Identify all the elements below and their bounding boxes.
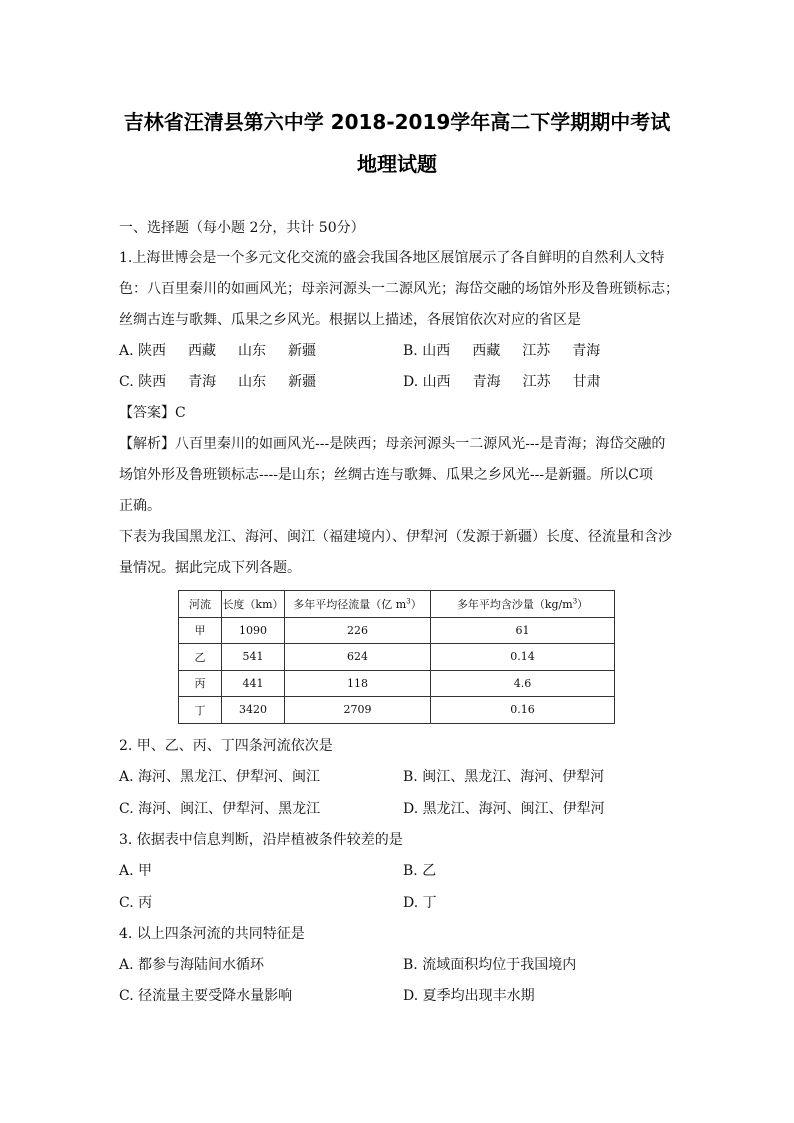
- q4-stem: 4. 以上四条河流的共同特征是: [119, 926, 305, 942]
- q1-option-b: [403, 341, 600, 361]
- q1-answer: 【答案】C: [119, 405, 186, 421]
- q1-option-b-part: 青海: [572, 343, 601, 359]
- q4-option-c: C. 径流量主要受降水量影响: [119, 988, 293, 1004]
- q1-option-d: [403, 372, 601, 392]
- q3-stem: 3. 依据表中信息判断，沿岸植被条件较差的是: [119, 832, 403, 848]
- table-row: [179, 697, 615, 724]
- river-data-table: [178, 590, 615, 724]
- table-cell: 4.6: [431, 670, 615, 697]
- q1-stem-line2: 色：八百里秦川的如画风光；母亲河源头一二源风光；海岱交融的场馆外形及鲁班锁标志；: [119, 281, 679, 297]
- q1-analysis-line3: 正确。: [119, 498, 161, 514]
- q2-option-d: D. 黑龙江、海河、闽江、伊犁河: [403, 801, 605, 817]
- q1-stem-line3: 丝绸古连与歌舞、瓜果之乡风光。根据以上描述，各展馆依次对应的省区是: [119, 312, 581, 328]
- table-cell: 226: [285, 617, 431, 644]
- header-runoff-exp: 3: [406, 597, 411, 606]
- q3-option-d: D. 丁: [403, 895, 437, 911]
- header-river: 河流: [179, 591, 222, 618]
- q1-option-d-part: 甘肃: [572, 374, 601, 390]
- header-runoff: [285, 591, 431, 618]
- header-runoff-close: ）: [410, 597, 422, 611]
- q3-option-a: A. 甲: [119, 863, 153, 879]
- table-row: [179, 644, 615, 671]
- doc-title-line2: 地理试题: [357, 152, 437, 176]
- header-length: 长度（km）: [222, 591, 285, 618]
- q1-option-b-part: B. 山西: [403, 343, 451, 359]
- header-sediment-close: ）: [577, 597, 589, 611]
- intro-line1: 下表为我国黑龙江、海河、闽江（福建境内）、伊犁河（发源于新疆）长度、径流量和含沙: [119, 529, 672, 545]
- q3-option-c: C. 丙: [119, 895, 153, 911]
- q1-option-c-part: 青海: [188, 374, 217, 390]
- q4-option-b: B. 流域面积均位于我国境内: [403, 957, 577, 973]
- table-cell: 118: [285, 670, 431, 697]
- header-runoff-text: 多年平均径流量（亿 m: [293, 597, 407, 611]
- q1-option-b-part: 江苏: [522, 343, 551, 359]
- table-cell: 丙: [179, 670, 222, 697]
- q1-option-c-part: 新疆: [288, 374, 317, 390]
- table-cell: 甲: [179, 617, 222, 644]
- header-sediment-text: 多年平均含沙量（kg/m: [456, 597, 573, 611]
- q2-stem: 2. 甲、乙、丙、丁四条河流依次是: [119, 738, 333, 754]
- q1-stem-line1: 1.上海世博会是一个多元文化交流的盛会我国各地区展馆展示了各自鲜明的自然利人文特: [119, 250, 665, 266]
- q1-option-d-part: D. 山西: [403, 374, 451, 390]
- header-sediment-exp: 3: [572, 597, 578, 606]
- q1-option-c-part: 山东: [238, 374, 267, 390]
- q4-option-a: A. 都参与海陆间水循环: [119, 957, 265, 973]
- q1-option-a-part: 新疆: [288, 343, 317, 359]
- q1-option-d-part: 江苏: [522, 374, 551, 390]
- q1-option-a: [119, 341, 316, 361]
- table-cell: 441: [222, 670, 285, 697]
- q2-option-a: A. 海河、黑龙江、伊犁河、闽江: [119, 769, 321, 785]
- q1-analysis-line1: 【解析】八百里秦川的如画风光---是陕西；母亲河源头一二源风光---是青海；海岱交融的: [119, 436, 666, 452]
- table-cell: 1090: [222, 617, 285, 644]
- table-cell: 0.16: [431, 697, 615, 724]
- q1-option-a-part: 西藏: [188, 343, 217, 359]
- q2-option-c: C. 海河、闽江、伊犁河、黑龙江: [119, 801, 321, 817]
- table-row: [179, 617, 615, 644]
- q1-option-c-part: C. 陕西: [119, 374, 167, 390]
- q1-option-c: [119, 372, 316, 392]
- header-sediment: [431, 591, 615, 618]
- q1-option-a-part: A. 陕西: [119, 343, 167, 359]
- table-cell: 2709: [285, 697, 431, 724]
- q1-option-a-part: 山东: [238, 343, 267, 359]
- q3-option-b: B. 乙: [403, 863, 437, 879]
- table-cell: 3420: [222, 697, 285, 724]
- table-cell: 624: [285, 644, 431, 671]
- q1-option-d-part: 青海: [472, 374, 501, 390]
- q2-option-b: B. 闽江、黑龙江、海河、伊犁河: [403, 769, 605, 785]
- table-cell: 61: [431, 617, 615, 644]
- intro-line2: 量情况。据此完成下列各题。: [119, 560, 301, 576]
- q1-analysis-line2: 场馆外形及鲁班锁标志----是山东；丝绸古连与歌舞、瓜果之乡风光---是新疆。所以C项: [119, 467, 653, 483]
- table-header-row: [179, 591, 615, 618]
- table-cell: 丁: [179, 697, 222, 724]
- table-cell: 541: [222, 644, 285, 671]
- table-cell: 乙: [179, 644, 222, 671]
- table-cell: 0.14: [431, 644, 615, 671]
- q1-option-b-part: 西藏: [472, 343, 501, 359]
- q4-option-d: D. 夏季均出现丰水期: [403, 988, 535, 1004]
- section-heading: 一、选择题（每小题 2分，共计 50分）: [119, 220, 365, 236]
- table-row: [179, 670, 615, 697]
- doc-title-line1: 吉林省汪清县第六中学 2018-2019学年高二下学期期中考试: [123, 110, 671, 134]
